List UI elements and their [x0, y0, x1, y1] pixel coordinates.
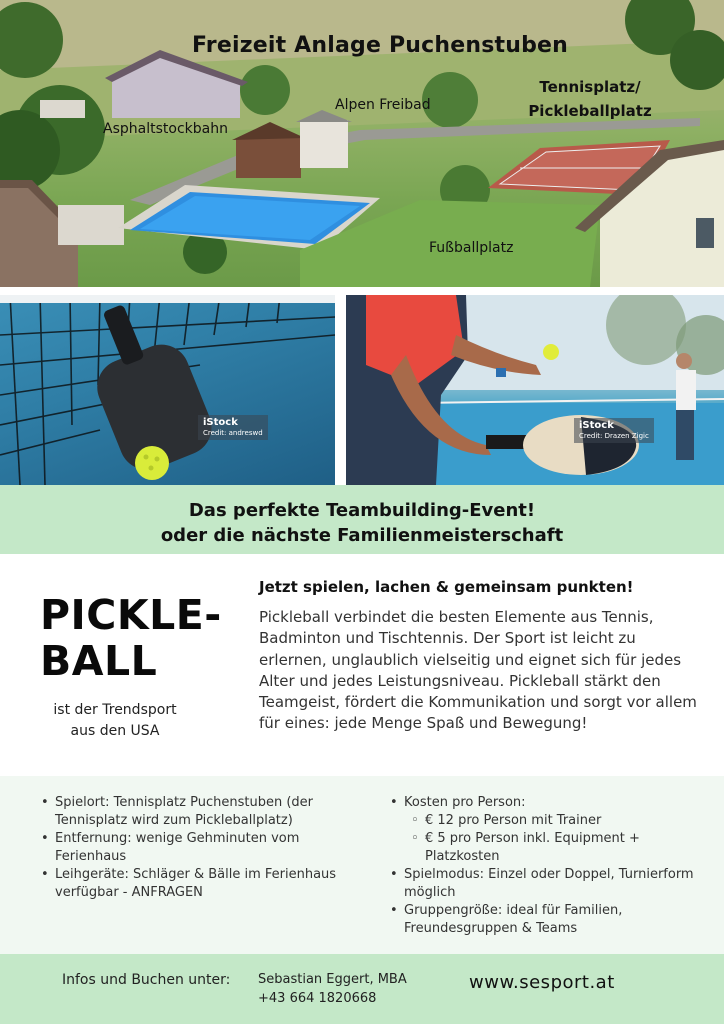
footer [0, 954, 724, 1024]
watermark-credit: Credit: Drazen Zigic [579, 432, 649, 440]
intro-heading: Jetzt spielen, lachen & gemeinsam punkten! [259, 578, 634, 596]
watermark-credit: Credit: andreswd [203, 429, 263, 437]
banner-line1: Das perfekte Teambuilding-Event! [188, 500, 536, 521]
label-tennis-line2: Pickleballplatz [528, 102, 652, 120]
list-item: • Leihgeräte: Schläger & Bälle im Ferienhaus verfügbar - ANFRAGEN [40, 866, 360, 902]
title-line2: BALL [40, 637, 158, 685]
title-line1: PICKLE- [40, 591, 222, 639]
istock-watermark-right [574, 418, 654, 443]
tagline-line2: aus den USA [70, 723, 160, 739]
list-item: ◦ € 5 pro Person inkl. Equipment + Platzkosten [389, 830, 709, 866]
aerial-photo [0, 0, 724, 287]
footer-contact [258, 970, 407, 1008]
list-item: • Gruppengröße: ideal für Familien, Freundesgruppen & Teams [389, 902, 709, 938]
details-left-list [40, 794, 360, 902]
details-right-column [389, 794, 709, 938]
aerial-title: Freizeit Anlage Puchenstuben [191, 33, 569, 58]
label-tennis-line1: Tennisplatz/ [539, 78, 641, 96]
footer-label: Infos und Buchen unter: [62, 972, 231, 988]
label-alpen-freibad: Alpen Freibad [335, 97, 431, 113]
details-right-list [389, 794, 709, 938]
trendsport-tagline [30, 700, 200, 742]
watermark-brand: iStock [203, 417, 238, 428]
intro-body-text: Pickleball verbindet die besten Elemente aus Tennis, Badminton und Tischtennis. Der Sport ist leicht zu erlernen, unglaublich vielseitig und eignet sich für jedes Alter und jedes Leistungsniveau. Pickleball stärkt den Teamgeist, fördert die Kommunikation und sorgt vor allem für eines: jede Menge Spaß und Bewegung! [259, 608, 697, 733]
player-illustration [346, 295, 724, 485]
pickleball-title [40, 592, 222, 684]
details-left-column [40, 794, 360, 902]
banner-line2: oder die nächste Familienmeisterschaft [160, 525, 564, 546]
paddle-net-photo [0, 295, 335, 485]
label-fussballplatz: Fußballplatz [429, 240, 514, 256]
details-section [0, 776, 724, 954]
list-item: • Entfernung: wenige Gehminuten vom Ferienhaus [40, 830, 360, 866]
teambuilding-banner [0, 485, 724, 554]
list-item-cost [389, 794, 709, 866]
list-item: • Spielmodus: Einzel oder Doppel, Turnierform möglich [389, 866, 709, 902]
website-link[interactable]: www.sesport.at [469, 972, 615, 993]
label-tennisplatz [510, 75, 670, 123]
contact-name: Sebastian Eggert, MBA [258, 972, 407, 987]
cost-label: Kosten pro Person: [404, 795, 526, 810]
label-asphaltstockbahn: Asphaltstockbahn [103, 121, 228, 137]
cost-sublist [389, 812, 709, 866]
player-photo [346, 295, 724, 485]
contact-phone[interactable]: +43 664 1820668 [258, 991, 377, 1006]
list-item: • Spielort: Tennisplatz Puchenstuben (der Tennisplatz wird zum Pickleballplatz) [40, 794, 360, 830]
watermark-brand: iStock [579, 420, 614, 431]
tagline-line1: ist der Trendsport [53, 702, 177, 718]
list-item: ◦ € 12 pro Person mit Trainer [389, 812, 709, 830]
paddle-net-illustration [0, 295, 335, 485]
istock-watermark-left [198, 415, 268, 440]
